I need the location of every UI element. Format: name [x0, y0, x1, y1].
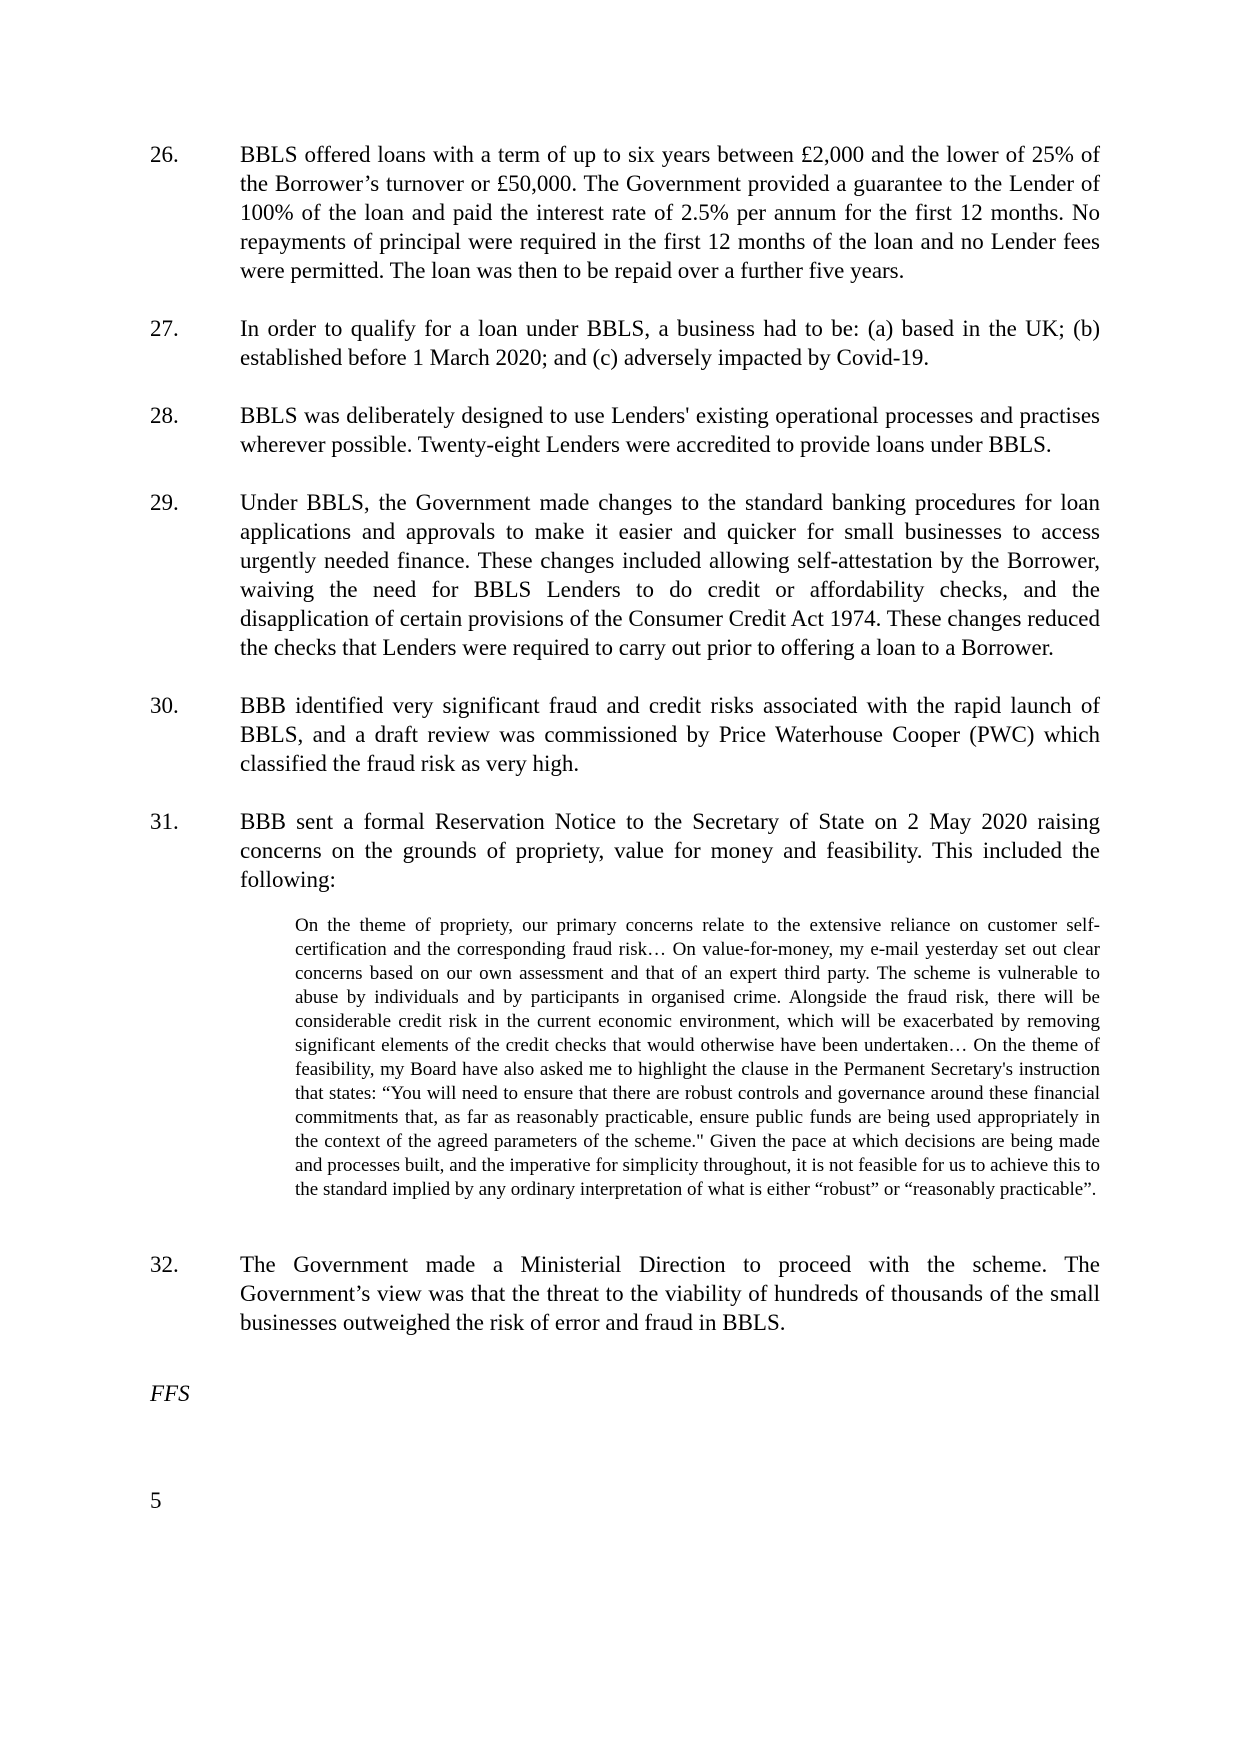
page-number: 5: [150, 1488, 162, 1513]
paragraph-29-text: Under BBLS, the Government made changes to the standard banking procedures for loan applications and approvals to make it easier and quicker for small businesses to access urgently needed finance. These changes included allowing self-attestation by the Borrower, waiving the need for BBLS Lenders to do credit or affordability checks, and the disapplication of certain provisions of the Consumer Credit Act 1974. These changes reduced the checks that Lenders were required to carry out prior to offering a loan to a Borrower.: [240, 490, 1100, 660]
paragraph-27-number: 27.: [150, 316, 179, 341]
paragraph-32-text: The Government made a Ministerial Direction to proceed with the scheme. The Government’s view was that the threat to the viability of hundreds of thousands of the small businesses outweighed the risk of error and fraud in BBLS.: [240, 1252, 1100, 1335]
paragraph-30-text: BBB identified very significant fraud and credit risks associated with the rapid launch of BBLS, and a draft review was commissioned by Price Waterhouse Cooper (PWC) which classified the fraud risk as very high.: [240, 693, 1100, 776]
paragraph-31-text: BBB sent a formal Reservation Notice to the Secretary of State on 2 May 2020 raising concerns on the grounds of propriety, value for money and feasibility. This included the following:: [240, 809, 1100, 892]
paragraph-32-number: 32.: [150, 1252, 179, 1277]
paragraph-28: [150, 401, 1100, 459]
paragraph-30-number: 30.: [150, 693, 179, 718]
paragraph-31-number: 31.: [150, 809, 179, 834]
paragraph-32: [150, 1250, 1100, 1337]
paragraph-26-text: BBLS offered loans with a term of up to six years between £2,000 and the lower of 25% of the Borrower’s turnover or £50,000. The Government provided a guarantee to the Lender of 100% of the loan and paid the interest rate of 2.5% per annum for the first 12 months. No repayments of principal were required in the first 12 months of the loan and no Lender fees were permitted. The loan was then to be repaid over a further five years.: [240, 142, 1100, 283]
paragraph-29-number: 29.: [150, 490, 179, 515]
paragraph-28-number: 28.: [150, 403, 179, 428]
paragraph-31: [150, 807, 1100, 894]
paragraph-26: [150, 140, 1100, 285]
paragraph-27-text: In order to qualify for a loan under BBLS, a business had to be: (a) based in the UK; (b) established before 1 March 2020; and (c) adversely impacted by Covid-19.: [240, 316, 1100, 370]
footer-marker: FFS: [150, 1381, 190, 1406]
paragraph-28-text: BBLS was deliberately designed to use Lenders' existing operational processes and practises wherever possible. Twenty-eight Lenders were accredited to provide loans under BBLS.: [240, 403, 1100, 457]
paragraph-27: [150, 314, 1100, 372]
paragraph-26-number: 26.: [150, 142, 179, 167]
paragraph-29: [150, 488, 1100, 662]
paragraph-30: [150, 691, 1100, 778]
reservation-notice-quote: On the theme of propriety, our primary concerns relate to the extensive reliance on customer self-certification and the corresponding fraud risk… On value-for-money, my e-mail yesterday set out clear concerns based on our own assessment and that of an expert third party. The scheme is vulnerable to abuse by individuals and by participants in organised crime. Alongside the fraud risk, there will be considerable credit risk in the current economic environment, which will be exacerbated by removing significant elements of the credit checks that would otherwise have been undertaken… On the theme of feasibility, my Board have also asked me to highlight the clause in the Permanent Secretary's instruction that states: “You will need to ensure that there are robust controls and governance around these financial commitments that, as far as reasonably practicable, ensure public funds are being used appropriately in the context of the agreed parameters of the scheme." Given the pace at which decisions are being made and processes built, and the imperative for simplicity throughout, it is not feasible for us to achieve this to the standard implied by any ordinary interpretation of what is either “robust” or “reasonably practicable”.: [295, 915, 1100, 1200]
